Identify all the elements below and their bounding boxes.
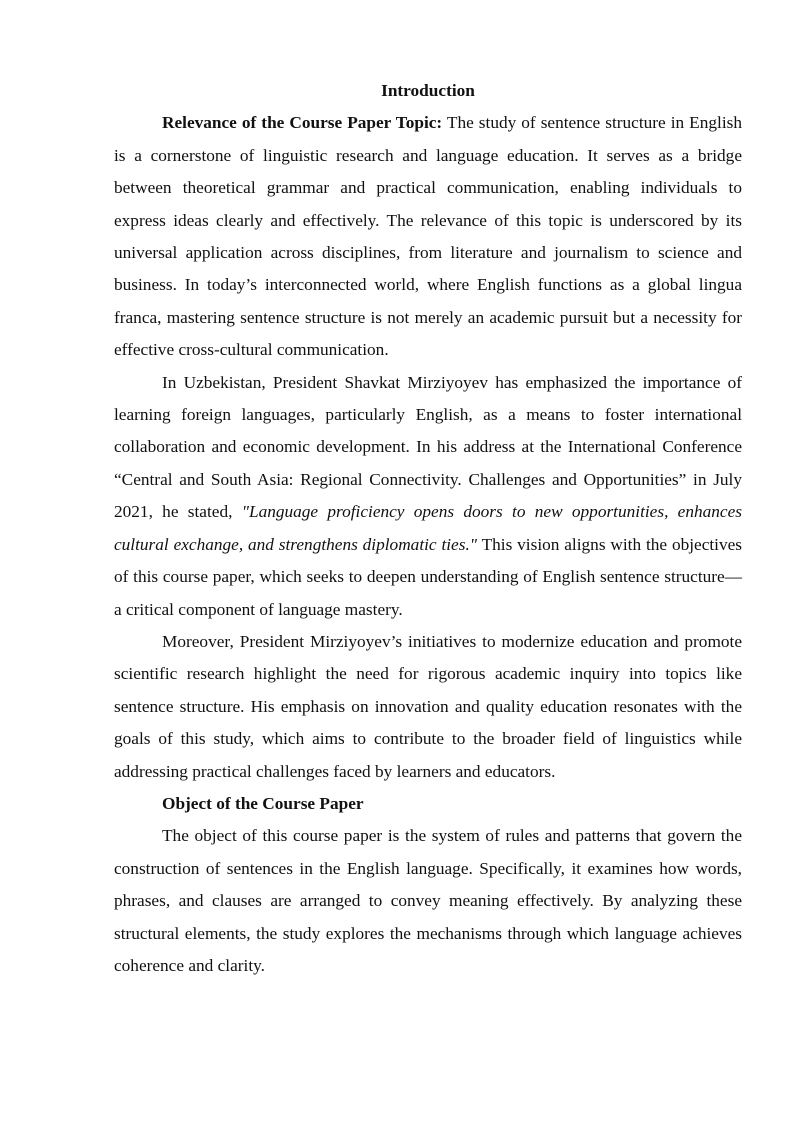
document-page xyxy=(114,75,742,982)
moreover-paragraph: Moreover, President Mirziyoyev’s initiatives to modernize education and promote scientific research highlight the need for rigorous academic inquiry into topics like sentence structure. His emphasis on innovation and quality education resonates with the goals of this study, which aims to contribute to the broader field of linguistics while addressing practical challenges faced by learners and educators. xyxy=(114,631,742,781)
relevance-lead: Relevance of the Course Paper Topic: xyxy=(162,113,443,133)
president-quote: "Language proficiency opens doors to new opportunities, enhances cultural exchange, and strengthens diplomatic ties." xyxy=(114,502,742,554)
uzbekistan-paragraph xyxy=(114,367,742,626)
uzbekistan-text-after: This vision aligns with the objectives of this course paper, which seeks to deepen understanding of English sentence structure—a critical component of language mastery. xyxy=(114,534,743,619)
object-heading: Object of the Course Paper xyxy=(162,793,364,813)
relevance-paragraph xyxy=(114,107,742,366)
document-title: Introduction xyxy=(381,81,475,100)
object-paragraph: The object of this course paper is the system of rules and patterns that govern the construction of sentences in the English language. Specifically, it examines how words, phrases, and clauses are arranged to convey meaning effectively. By analyzing these structural elements, the study explores the mechanisms through which language achieves coherence and clarity. xyxy=(114,826,742,975)
relevance-text: The study of sentence structure in English is a cornerstone of linguistic research and language education. It serves as a bridge between theoretical grammar and practical communication, enabling individuals to express ideas clearly and effectively. The relevance of this topic is underscored by its universal application across disciplines, from literature and journalism to science and business. In today’s interconnected world, where English functions as a global lingua franca, mastering sentence structure is not merely an academic pursuit but a necessity for effective cross-cultural communication. xyxy=(114,113,742,360)
uzbekistan-text-before: In Uzbekistan, President Shavkat Mirziyoyev has emphasized the importance of learning foreign languages, particularly English, as a means to foster international collaboration and economic development. In his address at the International Conference “Central and South Asia: Regional Connectivity. Challenges and Opportunities” in July 2021, he stated, xyxy=(114,372,742,522)
